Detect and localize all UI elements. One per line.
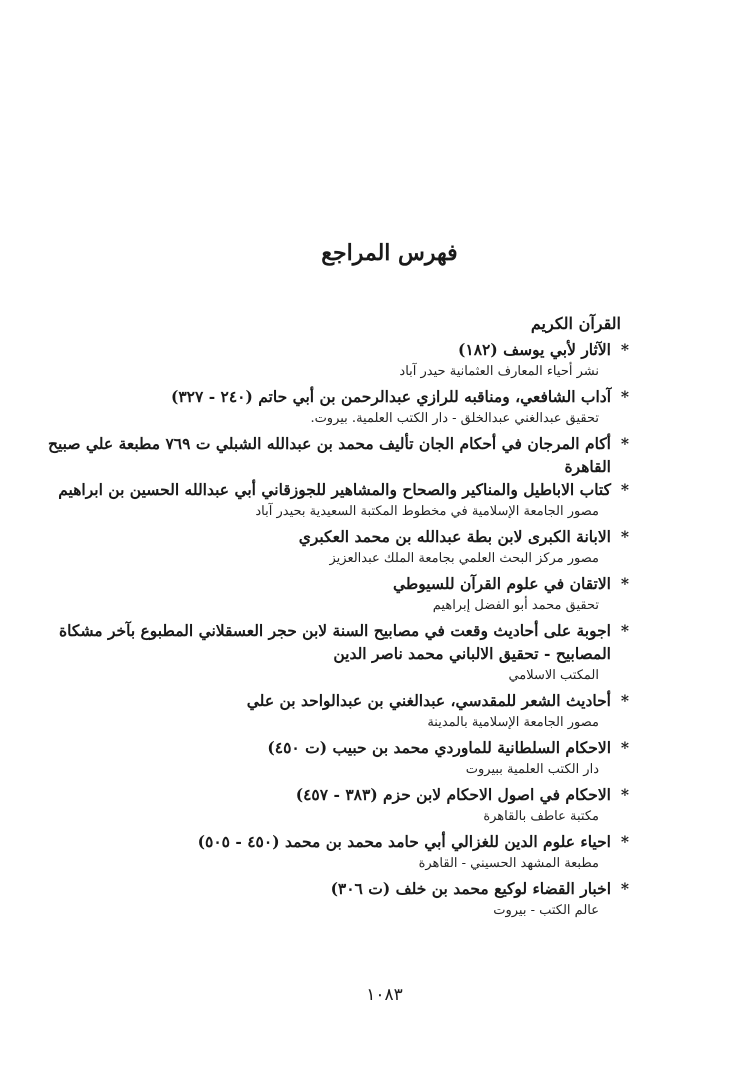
reference-entry: [45, 572, 629, 617]
bullet-icon: *: [620, 785, 629, 804]
reference-entry: [45, 830, 629, 875]
reference-publisher: تحقيق محمد أبو الفضل إبراهيم: [432, 598, 599, 613]
reference-title: اخبار القضاء لوكيع محمد بن خلف (ت ٣٠٦): [330, 879, 611, 898]
page-number: [0, 985, 739, 1005]
reference-title: الابانة الكبرى لابن بطة عبدالله بن محمد العكبري: [298, 527, 611, 546]
reference-title: الاتقان في علوم القرآن للسيوطي: [392, 574, 611, 593]
reference-entry: [45, 783, 629, 828]
reference-publisher: مكتبة عاطف بالقاهرة: [483, 809, 599, 824]
bullet-icon: *: [620, 691, 629, 710]
bullet-icon: *: [620, 738, 629, 757]
reference-publisher: دار الكتب العلمية ببيروت: [465, 762, 599, 777]
reference-entry: [45, 619, 629, 687]
page-title: [0, 240, 739, 266]
reference-entry: [45, 877, 629, 922]
reference-title: اجوبة على أحاديث وقعت في مصابيح السنة لابن حجر العسقلاني المطبوع بآخر مشكاة المصابيح - تحقيق الالباني محمد ناصر الدين: [59, 621, 611, 663]
reference-entry: [45, 689, 629, 734]
reference-entry: [45, 478, 629, 523]
reference-publisher: مصور الجامعة الإسلامية بالمدينة: [427, 715, 599, 730]
bullet-icon: *: [620, 340, 629, 359]
reference-publisher: عالم الكتب - بيروت: [493, 903, 599, 918]
reference-title: آداب الشافعي، ومناقبه للرازي عبدالرحمن بن أبي حاتم (٢٤٠ - ٣٢٧): [170, 387, 611, 406]
reference-title: احياء علوم الدين للغزالي أبي حامد محمد بن محمد (٤٥٠ - ٥٠٥): [197, 832, 611, 851]
reference-title: كتاب الاباطيل والمناكير والصحاح والمشاهير للجوزقاني أبي عبدالله الحسين بن ابراهيم: [58, 480, 611, 499]
page-number-text: ١٠٨٣: [366, 985, 403, 1005]
references-list: [45, 312, 629, 924]
reference-publisher: مصور الجامعة الإسلامية في مخطوط المكتبة السعيدية بحيدر آباد: [255, 504, 599, 519]
reference-entry: [45, 736, 629, 781]
reference-title: الآثار لأبي يوسف (١٨٢): [458, 340, 611, 359]
reference-title: الاحكام السلطانية للماوردي محمد بن حبيب (ت ٤٥٠): [267, 738, 611, 757]
reference-entry: [45, 338, 629, 383]
reference-publisher: تحقيق عبدالغني عبدالخلق - دار الكتب العلمية. بيروت.: [310, 411, 599, 426]
bullet-icon: *: [620, 434, 629, 453]
bullet-icon: *: [620, 387, 629, 406]
reference-entry: [45, 525, 629, 570]
bullet-icon: *: [620, 527, 629, 546]
bullet-icon: *: [620, 480, 629, 499]
reference-entry: [45, 432, 629, 478]
page-title-text: فهرس المراجع: [321, 240, 458, 266]
reference-title: أحاديث الشعر للمقدسي، عبدالغني بن عبدالواحد بن علي: [246, 691, 611, 710]
bullet-icon: *: [620, 574, 629, 593]
quran-reference: القرآن الكريم: [530, 314, 621, 333]
bullet-icon: *: [620, 621, 629, 640]
reference-publisher: مطبعة المشهد الحسيني - القاهرة: [418, 856, 599, 871]
bullet-icon: *: [620, 879, 629, 898]
reference-title: أكام المرجان في أحكام الجان تأليف محمد بن عبدالله الشبلي ت ٧٦٩ مطبعة علي صبيح القاهرة: [47, 434, 611, 476]
reference-title: الاحكام في اصول الاحكام لابن حزم (٣٨٣ - ٤٥٧): [295, 785, 611, 804]
reference-publisher: نشر أحياء المعارف العثمانية حيدر آباد: [399, 364, 599, 379]
bullet-icon: *: [620, 832, 629, 851]
reference-publisher: مصور مركز البحث العلمي بجامعة الملك عبدالعزيز: [329, 551, 599, 566]
reference-publisher: المكتب الاسلامي: [508, 668, 599, 683]
reference-entry: [45, 385, 629, 430]
